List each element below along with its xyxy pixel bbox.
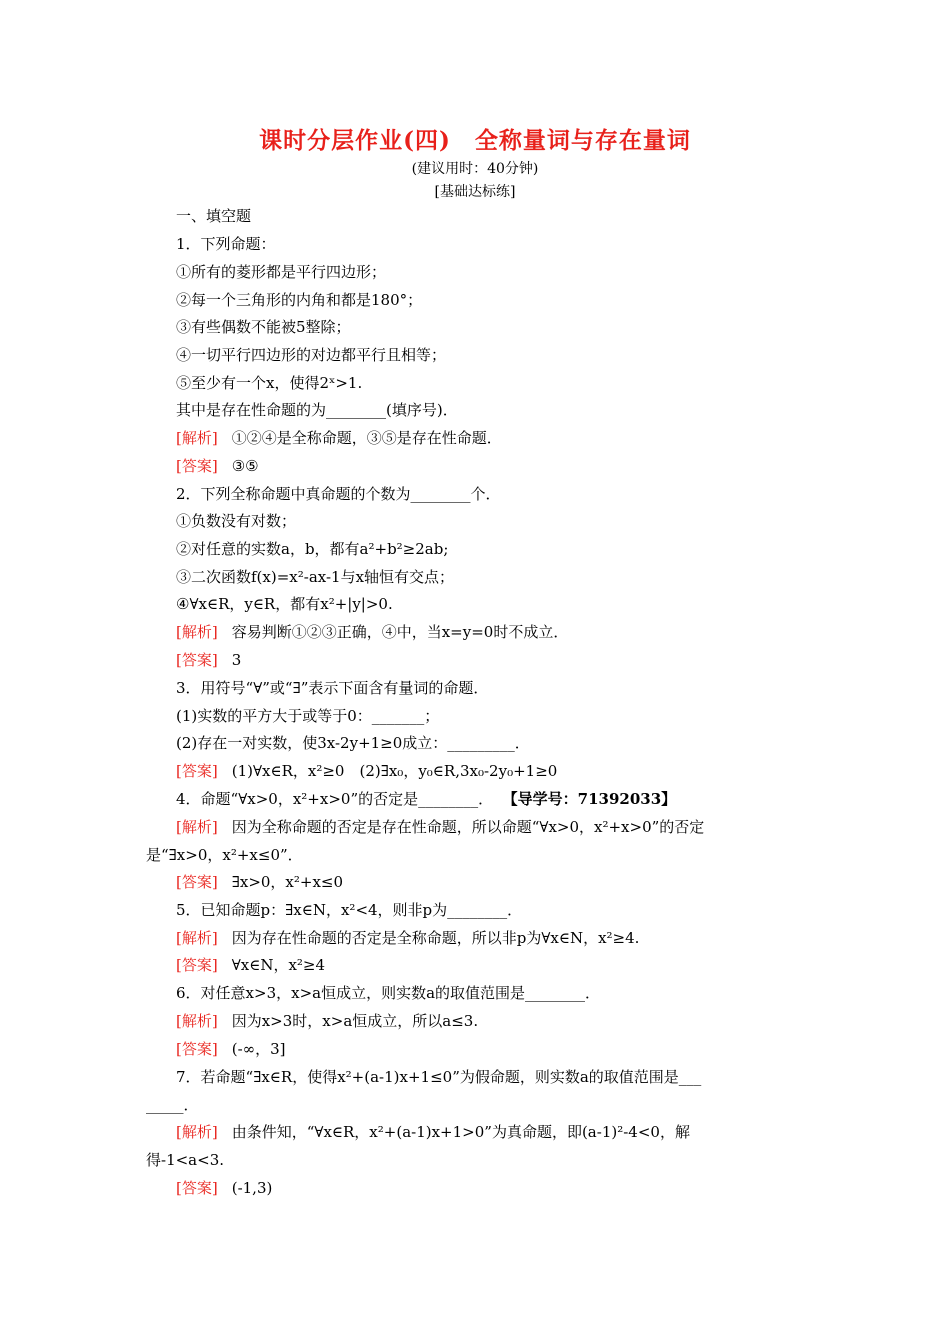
analysis-label: [解析] xyxy=(176,429,218,447)
analysis-label: [解析] xyxy=(176,1012,218,1030)
q3-sub-2: (2)存在一对实数，使3x-2y+1≥0成立：_________． xyxy=(176,734,530,752)
q1-answer-text: ③⑤ xyxy=(231,457,259,475)
q1-option-1: ①所有的菱形都是平行四边形； xyxy=(176,263,387,281)
page-title: 课时分层作业(四) 全称量词与存在量词 xyxy=(259,127,691,154)
q2-answer xyxy=(176,650,241,670)
q6-analysis-text: 因为x>3时，x>a恒成立，所以a≤3. xyxy=(231,1012,479,1030)
q4-answer xyxy=(176,872,343,892)
q1-ask: 其中是存在性命题的为________(填序号)． xyxy=(176,401,458,419)
q3-sub-1: (1)实数的平方大于或等于0：_______； xyxy=(176,707,440,725)
q1-answer xyxy=(176,456,259,476)
q5-analysis xyxy=(176,928,639,948)
suggested-time: (建议用时：40分钟) xyxy=(411,161,539,177)
answer-label: [答案] xyxy=(176,956,218,974)
analysis-label: [解析] xyxy=(176,818,218,836)
q1-option-2: ②每一个三角形的内角和都是180°； xyxy=(176,291,423,309)
section-heading: 一、填空题 xyxy=(176,207,252,225)
q3-answer-text: (1)∀x∈R，x²≥0 (2)∃x₀，y₀∈R,3x₀-2y₀+1≥0 xyxy=(231,762,558,780)
answer-label: [答案] xyxy=(176,1040,218,1058)
q4-reference: 【导学号：71392033】 xyxy=(502,790,677,808)
q7-analysis xyxy=(176,1122,690,1142)
analysis-label: [解析] xyxy=(176,929,218,947)
q4-analysis-text: 因为全称命题的否定是存在性命题，所以命题“∀x>0，x²+x>0”的否定 xyxy=(231,818,705,836)
q7-stem: 7．若命题“∃x∈R，使得x²+(a-1)x+1≤0”为假命题，则实数a的取值范围是___ xyxy=(176,1068,702,1086)
q2-option-3: ③二次函数f(x)=x²-ax-1与x轴恒有交点； xyxy=(176,568,455,586)
q6-answer xyxy=(176,1039,286,1059)
q2-option-4: ④∀x∈R，y∈R，都有x²+|y|>0. xyxy=(176,595,393,613)
q2-answer-text: 3 xyxy=(231,651,242,669)
answer-label: [答案] xyxy=(176,457,218,475)
analysis-label: [解析] xyxy=(176,1123,218,1141)
q2-stem: 2．下列全称命题中真命题的个数为________个． xyxy=(176,485,501,503)
q5-stem: 5．已知命题p：∃x∈N，x²<4，则非p为________． xyxy=(176,901,523,919)
q4-analysis-cont: 是“∃x>0，x²+x≤0”． xyxy=(146,846,303,864)
analysis-label: [解析] xyxy=(176,623,218,641)
q5-analysis-text: 因为存在性命题的否定是全称命题，所以非p为∀x∈N，x²≥4. xyxy=(231,929,640,947)
level-heading: [基础达标练] xyxy=(434,184,516,200)
answer-label: [答案] xyxy=(176,1179,218,1197)
q1-analysis xyxy=(176,428,502,448)
q7-answer-text: (-1,3) xyxy=(231,1179,273,1197)
q2-option-2: ②对任意的实数a，b，都有a²+b²≥2ab; xyxy=(176,540,449,558)
q4-stem xyxy=(176,789,676,809)
q1-stem: 1．下列命题： xyxy=(176,235,276,253)
q7-stem-cont: _____． xyxy=(146,1096,199,1114)
q1-option-4: ④一切平行四边形的对边都平行且相等； xyxy=(176,346,447,364)
q1-option-5: ⑤至少有一个x，使得2ˣ>1. xyxy=(176,374,363,392)
q2-analysis-text: 容易判断①②③正确，④中，当x=y=0时不成立． xyxy=(231,623,569,641)
q3-stem: 3．用符号“∀”或“∃”表示下面含有量词的命题． xyxy=(176,679,489,697)
q7-answer xyxy=(176,1178,272,1198)
q2-option-1: ①负数没有对数； xyxy=(176,512,297,530)
q4-answer-text: ∃x>0，x²+x≤0 xyxy=(231,873,344,891)
q4-stem-text: 4．命题“∀x>0，x²+x>0”的否定是________． xyxy=(176,790,494,808)
q6-answer-text: (-∞，3] xyxy=(231,1040,286,1058)
q1-option-3: ③有些偶数不能被5整除； xyxy=(176,318,351,336)
q5-answer-text: ∀x∈N，x²≥4 xyxy=(231,956,326,974)
q3-answer xyxy=(176,761,557,781)
q7-analysis-text: 由条件知，“∀x∈R，x²+(a-1)x+1>0”为真命题，即(a-1)²-4<0，解 xyxy=(231,1123,690,1141)
q1-analysis-text: ①②④是全称命题，③⑤是存在性命题． xyxy=(231,429,502,447)
answer-label: [答案] xyxy=(176,762,218,780)
q6-analysis xyxy=(176,1011,478,1031)
q4-analysis xyxy=(176,817,704,837)
q6-stem: 6．对任意x>3，x>a恒成立，则实数a的取值范围是________． xyxy=(176,984,601,1002)
answer-label: [答案] xyxy=(176,873,218,891)
q5-answer xyxy=(176,955,325,975)
q7-analysis-cont: 得-1<a<3. xyxy=(146,1151,225,1169)
answer-label: [答案] xyxy=(176,651,218,669)
q2-analysis xyxy=(176,622,568,642)
